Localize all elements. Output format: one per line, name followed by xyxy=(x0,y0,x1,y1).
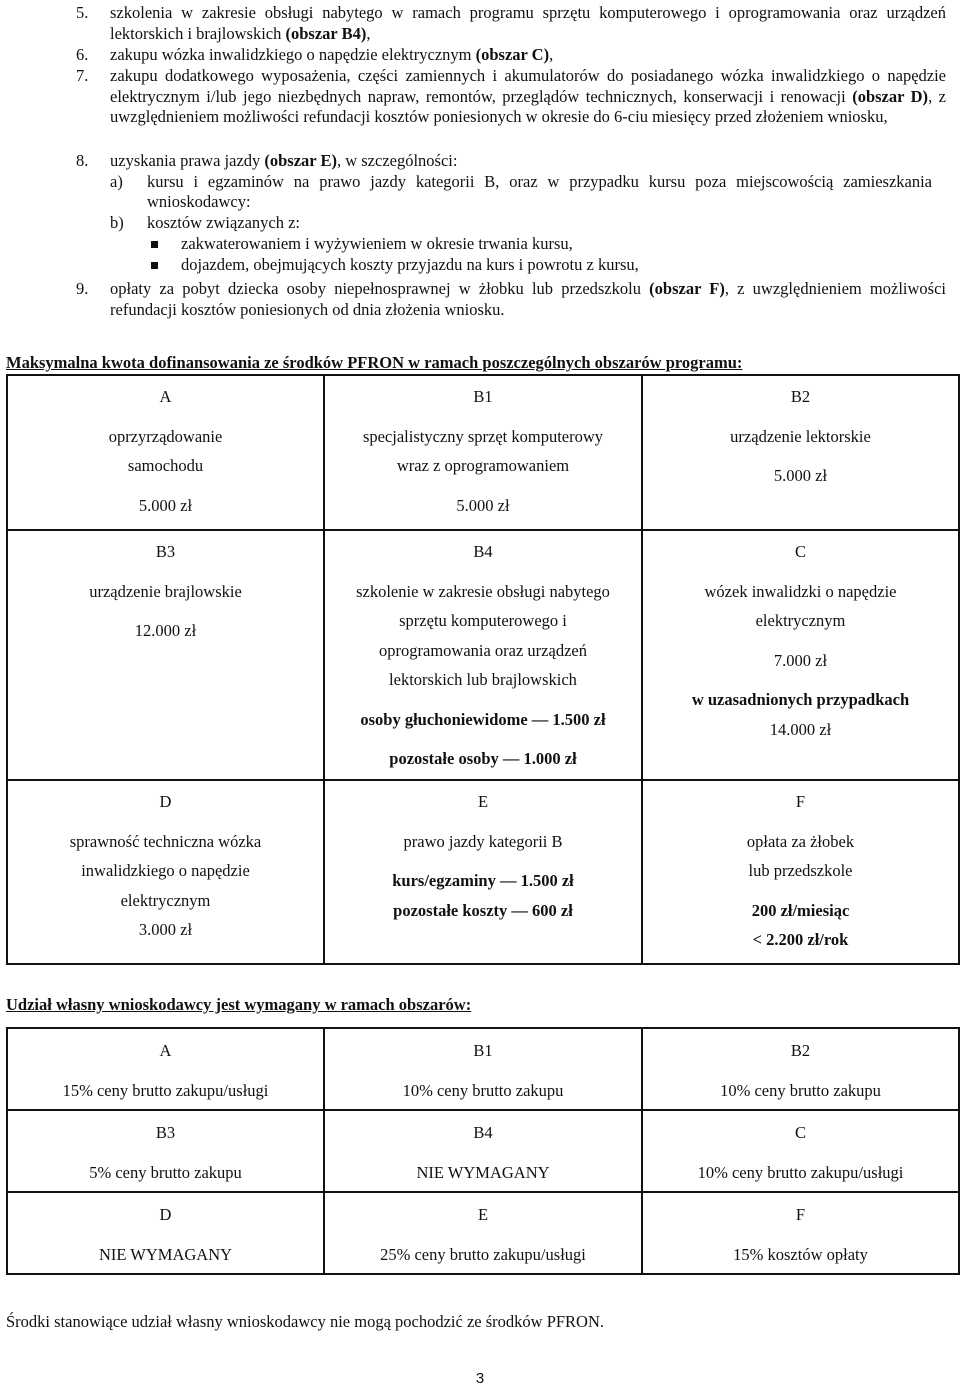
area-cell-e xyxy=(324,780,642,964)
own-contribution-table xyxy=(6,1027,960,1275)
own-cell-b4 xyxy=(324,1110,642,1192)
own-value: 25% ceny brutto zakupu/usługi xyxy=(380,1245,586,1264)
own-value: 15% kosztów opłaty xyxy=(733,1245,868,1264)
area-amount: 7.000 zł xyxy=(773,650,828,670)
area-code: B3 xyxy=(155,1123,176,1142)
area-desc: specjalistyczny sprzęt komputerowy xyxy=(362,426,604,446)
own-cell-b3 xyxy=(7,1110,324,1192)
area-cell-a xyxy=(7,375,324,530)
bullet-text: dojazdem, obejmujących koszty przyjazdu na kurs i powrotu z kursu, xyxy=(181,254,639,274)
area-desc: prawo jazdy kategorii B xyxy=(403,831,563,851)
list-number: 7. xyxy=(76,66,89,85)
own-cell-b2 xyxy=(642,1028,959,1110)
own-cell-f xyxy=(642,1192,959,1274)
area-code: B1 xyxy=(473,1041,493,1060)
table-row xyxy=(7,375,959,530)
area-amount: pozostałe osoby — 1.000 zł xyxy=(389,749,577,768)
area-desc: oprzyrządowanie xyxy=(108,426,223,446)
list-text: zakupu dodatkowego wyposażenia, części zamiennych i akumulatorów do posiadanego wózka inwalidzkiego o napędzie elektrycznym i/lub jego niezbędnych napraw, remontów, przeglądów technicznych, konserwacji i renowacji xyxy=(110,66,946,106)
own-value: 10% ceny brutto zakupu xyxy=(720,1081,881,1100)
area-note: w uzasadnionych przypadkach xyxy=(691,690,910,709)
area-code: B4 xyxy=(473,542,493,561)
sub-item xyxy=(0,172,946,213)
area-desc: szkolenie w zakresie obsługi nabytego xyxy=(356,581,610,601)
area-desc: samochodu xyxy=(127,456,204,475)
bullet-text: zakwaterowaniem i wyżywieniem w okresie trwania kursu, xyxy=(181,233,573,253)
area-desc: lektorskich lub brajlowskich xyxy=(389,670,577,689)
area-amount: 12.000 zł xyxy=(134,621,197,640)
area-amount: 5.000 zł xyxy=(138,495,193,515)
area-desc: opłata za żłobek xyxy=(746,831,855,851)
area-code: F xyxy=(795,1205,806,1224)
own-contribution-title: Udział własny wnioskodawcy jest wymagany w ramach obszarów: xyxy=(6,995,472,1014)
area-cell-b3 xyxy=(7,530,324,780)
area-ref: (obszar C) xyxy=(475,45,550,64)
area-cell-d xyxy=(7,780,324,964)
list-item xyxy=(0,279,960,320)
area-cell-b4 xyxy=(324,530,642,780)
table-row xyxy=(7,530,959,780)
max-funding-title: Maksymalna kwota dofinansowania ze środków PFRON w ramach poszczególnych obszarów programu: xyxy=(6,353,743,372)
list-text: opłaty za pobyt dziecka osoby niepełnosprawnej w żłobku lub przedszkolu xyxy=(110,279,641,298)
area-amount: 5.000 zł xyxy=(456,495,510,515)
area-cell-c xyxy=(642,530,959,780)
table-row xyxy=(7,1110,959,1192)
list-number: 5. xyxy=(76,3,89,22)
area-amount: osoby głuchoniewidome — 1.500 zł xyxy=(360,709,606,729)
area-code: B4 xyxy=(473,1123,493,1142)
area-amount: 14.000 zł xyxy=(769,719,832,739)
own-cell-a xyxy=(7,1028,324,1110)
table-row xyxy=(7,1192,959,1274)
sub-text: kosztów związanych z: xyxy=(147,213,301,233)
area-cell-b2 xyxy=(642,375,959,530)
area-code: B2 xyxy=(790,1041,811,1060)
own-cell-e xyxy=(324,1192,642,1274)
own-value: 5% ceny brutto zakupu xyxy=(89,1163,242,1182)
list-text: , z uwzględnieniem możliwości refundacji kosztów poniesionych od dnia złożenia wniosku. xyxy=(110,279,946,319)
area-desc: oprogramowania oraz urządzeń xyxy=(379,640,587,660)
list-text: uzyskania prawa jazdy xyxy=(110,151,261,170)
area-code: D xyxy=(159,792,172,811)
area-code: E xyxy=(477,792,489,811)
area-code: A xyxy=(159,1041,172,1060)
list-number: 8. xyxy=(76,151,89,170)
own-cell-d xyxy=(7,1192,324,1274)
area-cell-f xyxy=(642,780,959,964)
area-desc: sprawność techniczna wózka xyxy=(69,831,262,851)
area-amount: kurs/egzaminy — 1.500 zł xyxy=(392,871,574,890)
area-code: A xyxy=(159,387,172,406)
area-desc: lub przedszkole xyxy=(748,861,853,880)
sub-label: a) xyxy=(110,171,123,191)
area-code: E xyxy=(477,1205,489,1224)
max-funding-table xyxy=(6,374,960,965)
area-cell-b1 xyxy=(324,375,642,530)
area-desc: urządzenie lektorskie xyxy=(730,426,871,446)
area-amount: 5.000 zł xyxy=(773,466,828,485)
sub-item xyxy=(0,213,946,234)
area-code: C xyxy=(794,542,806,561)
area-code: B3 xyxy=(155,542,176,561)
own-value: NIE WYMAGANY xyxy=(98,1245,233,1264)
square-bullet-icon xyxy=(151,241,158,248)
area-code: B2 xyxy=(790,387,811,406)
bullet-item xyxy=(0,234,946,255)
area-desc: sprzętu komputerowego i xyxy=(399,611,567,630)
area-desc: wózek inwalidzki o napędzie xyxy=(704,581,897,601)
sub-text: kursu i egzaminów na prawo jazdy kategorii B, oraz w przypadku kursu poza miejscowością zamieszkania wnioskodawcy: xyxy=(147,171,932,212)
punct: , xyxy=(366,23,371,43)
area-ref: (obszar E) xyxy=(264,151,337,170)
sub-label: b) xyxy=(110,213,124,233)
list-item xyxy=(0,66,960,128)
area-desc: inwalidzkiego o napędzie xyxy=(81,861,250,880)
area-desc: elektrycznym xyxy=(120,890,211,910)
table-row xyxy=(7,1028,959,1110)
area-amount: pozostałe koszty — 600 zł xyxy=(393,900,573,920)
list-text: zakupu wózka inwalidzkiego o napędzie elektrycznym xyxy=(110,45,472,64)
area-ref: (obszar D) xyxy=(852,86,929,106)
area-code: D xyxy=(159,1205,172,1224)
list-item xyxy=(0,45,960,66)
list-text: , z uwzględnieniem możliwości refundacji kosztów poniesionych w okresie do 6-ciu miesięcy przed złożeniem wniosku, xyxy=(110,86,946,127)
footnote: Środki stanowiące udział własny wnioskodawcy nie mogą pochodzić ze środków PFRON. xyxy=(6,1312,605,1331)
area-code: C xyxy=(794,1123,806,1142)
area-desc: elektrycznym xyxy=(755,611,846,630)
area-ref: (obszar B4) xyxy=(285,23,367,43)
list-item xyxy=(0,151,960,275)
own-cell-b1 xyxy=(324,1028,642,1110)
area-code: F xyxy=(795,792,806,811)
list-number: 6. xyxy=(76,45,89,64)
own-cell-c xyxy=(642,1110,959,1192)
list-item xyxy=(0,3,960,44)
square-bullet-icon xyxy=(151,262,158,269)
list-number: 9. xyxy=(76,279,89,298)
area-code: B1 xyxy=(473,387,493,406)
area-ref: (obszar F) xyxy=(649,279,725,298)
own-value: 10% ceny brutto zakupu/usługi xyxy=(697,1163,904,1182)
punct: , xyxy=(549,45,554,64)
own-value: 10% ceny brutto zakupu xyxy=(402,1081,564,1100)
table-row xyxy=(7,780,959,964)
area-amount: 3.000 zł xyxy=(138,920,193,939)
area-amount: 200 zł/miesiąc xyxy=(751,900,850,920)
list-text: szkolenia w zakresie obsługi nabytego w ramach programu sprzętu komputerowego i oprogramowania oraz urządzeń lektorskich i brajlowskich xyxy=(110,3,946,43)
list-text: , w szczególności: xyxy=(336,151,458,170)
own-value: 15% ceny brutto zakupu/usługi xyxy=(62,1081,269,1100)
own-value: NIE WYMAGANY xyxy=(416,1163,550,1182)
area-desc: wraz z oprogramowaniem xyxy=(396,456,570,475)
bullet-item xyxy=(0,255,946,276)
area-amount: < 2.200 zł/rok xyxy=(752,930,849,949)
page-number: 3 xyxy=(475,1370,485,1387)
area-desc: urządzenie brajlowskie xyxy=(89,581,242,601)
